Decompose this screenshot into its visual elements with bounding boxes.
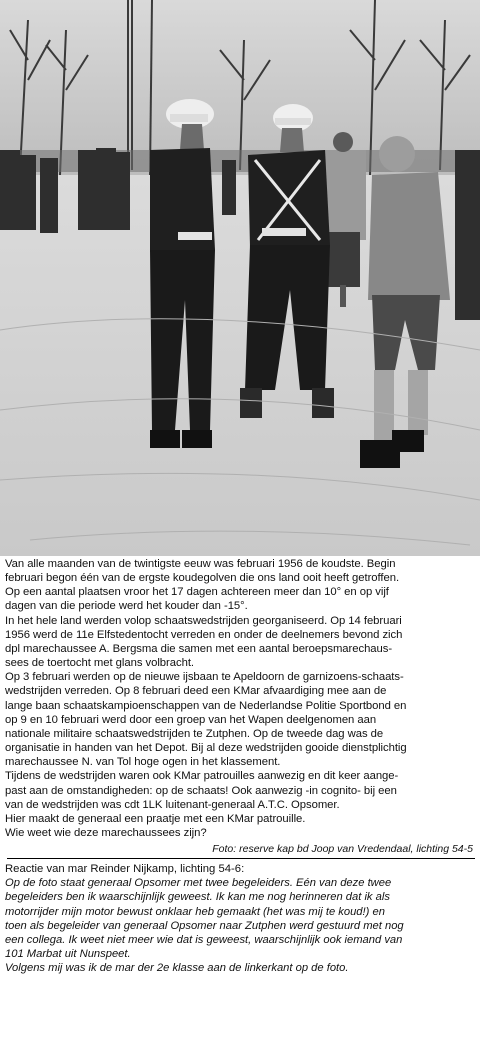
article-line: Op 3 februari werden op de nieuwe ijsbaan te Apeldoorn de garnizoens-schaats- xyxy=(5,671,404,684)
reaction-line: begeleiders ben ik waarschijnlijk geweest. Ik kan me nog herinneren dat ik als xyxy=(5,891,390,904)
article-line: Tijdens de wedstrijden waren ook KMar patrouilles aanwezig en dit keer aange- xyxy=(5,770,399,783)
article-line: Op een aantal plaatsen vroor het 17 dagen achtereen meer dan 10° en op vijf xyxy=(5,586,389,599)
reaction-line: Op de foto staat generaal Opsomer met twee begeleiders. Eén van deze twee xyxy=(5,877,392,890)
article-text xyxy=(5,557,477,840)
article-line: dpl marechaussee A. Bergsma die samen met een aantal beroepsmarechaus- xyxy=(5,642,393,655)
woman xyxy=(326,132,366,307)
reaction-line: 101 Marbat uit Nunspeet. xyxy=(5,948,131,961)
photo-credit: Foto: reserve kap bd Joop van Vredendaal, lichting 54-5 xyxy=(212,843,473,856)
article-line: sees de toertocht met glans volbracht. xyxy=(5,657,194,670)
article-line: In het hele land werden volop schaatswedstrijden georganiseerd. Op 14 februari xyxy=(5,614,402,627)
reaction-line: Volgens mij was ik de mar der 2e klasse aan de linkerkant op de foto. xyxy=(5,962,349,975)
article-line: lange baan schaatskampioenschappen van de Nederlandse Politie Sportbond en xyxy=(5,699,407,712)
text-block xyxy=(5,557,477,975)
article-line: Wie weet wie deze marechaussees zijn? xyxy=(5,826,207,839)
article-line: organisatie in handen van het Depot. Bij al deze wedstrijden gooide dienstplichtig xyxy=(5,742,407,755)
reaction-line: een collega. Ik weet niet meer wie dat is geweest, waarschijnlijk ook iemand van xyxy=(5,933,403,946)
article-line: dagen van die periode werd het kouder dan -15°. xyxy=(5,600,248,613)
reaction-line: motorrijder mijn motor bewust onklaar heb gemaakt (het was mij te koud!) en xyxy=(5,905,385,918)
article-line: op 9 en 10 februari werd door een groep van het Wapen deelgenomen aan xyxy=(5,713,377,726)
article-line: wedstrijden verreden. Op 8 februari deed een KMar afvaardiging mee aan de xyxy=(5,685,387,698)
reaction-line: toen als begeleider van generaal Opsomer naar Zutphen werd gestuurd met nog xyxy=(5,919,404,932)
article-line: Van alle maanden van de twintigste eeuw was februari 1956 de koudste. Begin xyxy=(5,558,396,570)
article-line: 1956 werd de 11e Elfstedentocht verreden en onder de deelnemers bevond zich xyxy=(5,628,403,641)
article-line: februari begon één van de ergste koudegolven die ons land ooit heeft getroffen. xyxy=(5,572,400,585)
reaction-title: Reactie van mar Reinder Nijkamp, lichting 54-6: xyxy=(5,863,245,876)
reaction-text xyxy=(5,876,477,975)
divider xyxy=(7,858,475,859)
article-line: marechaussee N. van Tol hoge ogen in het klassement. xyxy=(5,756,281,769)
article-line: nationale militaire schaatswedstrijden te Zutphen. Op de tweede dag was de xyxy=(5,727,384,740)
article-line: Hier maakt de generaal een praatje met een KMar patrouille. xyxy=(5,812,306,825)
article-line: past aan de omstandigheden: op de schaats! Ook aanwezig -in cognito- bij een xyxy=(5,784,397,797)
article-line: van de wedstrijden was cdt 1LK luitenant-generaal A.T.C. Opsomer. xyxy=(5,798,340,811)
